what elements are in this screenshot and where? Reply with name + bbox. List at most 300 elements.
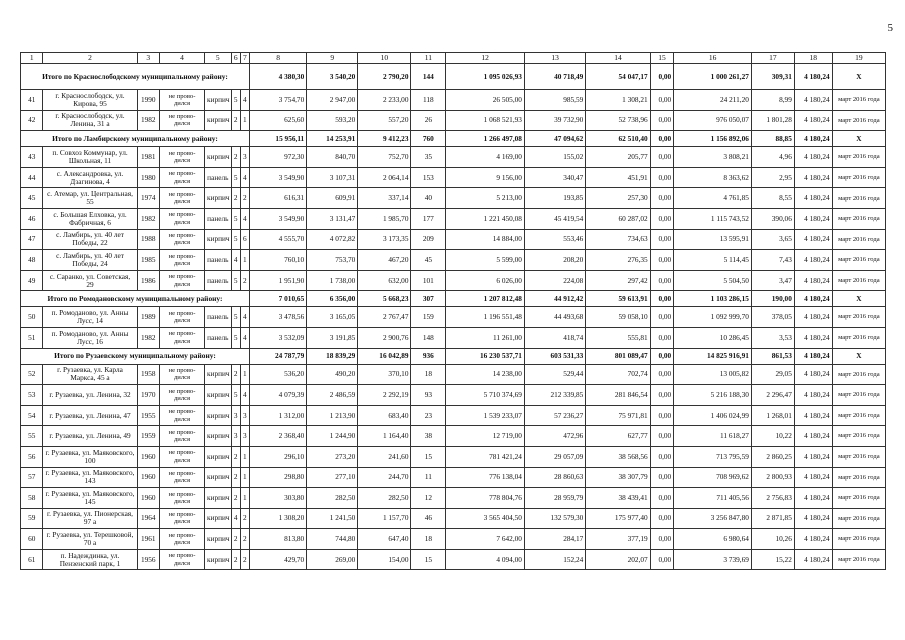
- total-cost: 3 565 404,50: [446, 508, 525, 529]
- total-cost: 14 884,00: [446, 229, 525, 250]
- district-total-value: 40 718,49: [524, 64, 585, 90]
- floors: 4: [231, 508, 240, 529]
- residential-area: 241,60: [358, 446, 411, 467]
- entrances: 2: [240, 270, 249, 291]
- total-area: 3 754,70: [249, 90, 306, 111]
- limit-cost: 4 180,24: [794, 229, 832, 250]
- local-share: 0,00: [650, 229, 674, 250]
- budget-share: 38 439,41: [586, 488, 650, 509]
- wall-material: панель: [205, 167, 232, 188]
- floors: 2: [231, 488, 240, 509]
- row-number: 47: [21, 229, 43, 250]
- fund-share: 212 339,85: [524, 385, 585, 406]
- budget-share: 205,77: [586, 147, 650, 168]
- entrances: 3: [240, 426, 249, 447]
- row-number: 48: [21, 250, 43, 271]
- living-area: 753,70: [307, 250, 358, 271]
- build-year: 1964: [137, 508, 159, 529]
- total-area: 4 079,39: [249, 385, 306, 406]
- district-total-value: 4 380,30: [249, 64, 306, 90]
- owner-share: 1 406 024,99: [674, 405, 752, 426]
- floors: 2: [231, 467, 240, 488]
- build-year: 1958: [137, 364, 159, 385]
- address: п. Ромоданово, ул. Анны Лусс, 16: [43, 327, 137, 348]
- deadline: март 2016 года: [832, 147, 885, 168]
- residents: 38: [411, 426, 446, 447]
- residential-area: 2 767,47: [358, 307, 411, 328]
- district-total-value: 24 787,79: [249, 348, 306, 364]
- wall-material: кирпич: [205, 529, 232, 550]
- build-year: 1990: [137, 90, 159, 111]
- district-total-value: 6 356,00: [307, 291, 358, 307]
- entrances: 2: [240, 549, 249, 570]
- local-share: 0,00: [650, 147, 674, 168]
- floors: 5: [231, 327, 240, 348]
- district-total-value: 3 540,20: [307, 64, 358, 90]
- floors: 5: [231, 270, 240, 291]
- owner-share: 976 050,07: [674, 110, 752, 131]
- entrances: 4: [240, 385, 249, 406]
- wall-material: кирпич: [205, 488, 232, 509]
- deadline: март 2016 года: [832, 110, 885, 131]
- owner-share: 3 808,21: [674, 147, 752, 168]
- cost-per-m2: 2 871,85: [751, 508, 794, 529]
- district-total-row: [21, 131, 886, 147]
- table-row: [21, 426, 886, 447]
- floors: 5: [231, 229, 240, 250]
- build-year: 1989: [137, 307, 159, 328]
- overhaul-status: не прово- дился: [160, 488, 205, 509]
- limit-cost: 4 180,24: [794, 147, 832, 168]
- residents: 11: [411, 467, 446, 488]
- district-total-value: 15 956,11: [249, 131, 306, 147]
- living-area: 273,20: [307, 446, 358, 467]
- floors: 5: [231, 208, 240, 229]
- total-area: 3 478,56: [249, 307, 306, 328]
- total-area: 1 312,00: [249, 405, 306, 426]
- total-cost: 26 505,00: [446, 90, 525, 111]
- floors: 5: [231, 385, 240, 406]
- local-share: 0,00: [650, 90, 674, 111]
- total-cost: 11 261,00: [446, 327, 525, 348]
- limit-cost: 4 180,24: [794, 446, 832, 467]
- limit-cost: 4 180,24: [794, 508, 832, 529]
- column-header: 7: [240, 53, 249, 64]
- district-total-value: 0,00: [650, 64, 674, 90]
- total-cost: 4 094,00: [446, 549, 525, 570]
- district-total-value: 144: [411, 64, 446, 90]
- fund-share: 28 860,63: [524, 467, 585, 488]
- entrances: 2: [240, 529, 249, 550]
- floors: 5: [231, 307, 240, 328]
- deadline: март 2016 года: [832, 385, 885, 406]
- residents: 46: [411, 508, 446, 529]
- floors: 2: [231, 446, 240, 467]
- total-cost: 1 068 521,93: [446, 110, 525, 131]
- overhaul-status: не прово- дился: [160, 188, 205, 209]
- wall-material: кирпич: [205, 188, 232, 209]
- address: г. Рузаевка, ул. Пионерская, 97 а: [43, 508, 137, 529]
- limit-cost: 4 180,24: [794, 167, 832, 188]
- deadline: март 2016 года: [832, 364, 885, 385]
- wall-material: кирпич: [205, 364, 232, 385]
- deadline: март 2016 года: [832, 467, 885, 488]
- district-total-value: 14 253,91: [307, 131, 358, 147]
- row-number: 55: [21, 426, 43, 447]
- address: г. Краснослободск, ул. Кирова, 95: [43, 90, 137, 111]
- entrances: 4: [240, 327, 249, 348]
- build-year: 1960: [137, 488, 159, 509]
- district-total-value: 44 912,42: [524, 291, 585, 307]
- district-total-label: Итого по Краснослободскому муниципальному району:: [21, 64, 250, 90]
- budget-share: 75 971,81: [586, 405, 650, 426]
- address: п. Совхоз Коммунар, ул. Школьная, 11: [43, 147, 137, 168]
- build-year: 1956: [137, 549, 159, 570]
- residential-area: 1 157,70: [358, 508, 411, 529]
- total-area: 4 555,70: [249, 229, 306, 250]
- wall-material: кирпич: [205, 467, 232, 488]
- local-share: 0,00: [650, 110, 674, 131]
- district-total-value: Х: [832, 348, 885, 364]
- entrances: 1: [240, 488, 249, 509]
- floors: 4: [231, 250, 240, 271]
- district-total-row: [21, 64, 886, 90]
- column-header: 4: [160, 53, 205, 64]
- limit-cost: 4 180,24: [794, 529, 832, 550]
- deadline: март 2016 года: [832, 208, 885, 229]
- living-area: 282,50: [307, 488, 358, 509]
- entrances: 1: [240, 110, 249, 131]
- local-share: 0,00: [650, 385, 674, 406]
- district-total-value: 1 156 892,06: [674, 131, 752, 147]
- district-total-value: 4 180,24: [794, 64, 832, 90]
- local-share: 0,00: [650, 508, 674, 529]
- deadline: март 2016 года: [832, 307, 885, 328]
- cost-per-m2: 15,22: [751, 549, 794, 570]
- district-total-value: 47 094,62: [524, 131, 585, 147]
- wall-material: панель: [205, 208, 232, 229]
- total-area: 3 549,90: [249, 167, 306, 188]
- address: г. Рузаевка, ул. Ленина, 32: [43, 385, 137, 406]
- budget-share: 377,19: [586, 529, 650, 550]
- build-year: 1959: [137, 426, 159, 447]
- budget-share: 38 568,56: [586, 446, 650, 467]
- local-share: 0,00: [650, 549, 674, 570]
- wall-material: кирпич: [205, 147, 232, 168]
- entrances: 3: [240, 405, 249, 426]
- overhaul-status: не прово- дился: [160, 467, 205, 488]
- entrances: 1: [240, 467, 249, 488]
- owner-share: 5 216 188,30: [674, 385, 752, 406]
- deadline: март 2016 года: [832, 508, 885, 529]
- residential-area: 2 064,14: [358, 167, 411, 188]
- row-number: 51: [21, 327, 43, 348]
- district-total-value: 54 047,17: [586, 64, 650, 90]
- district-total-value: 760: [411, 131, 446, 147]
- total-cost: 14 238,00: [446, 364, 525, 385]
- cost-per-m2: 10,22: [751, 426, 794, 447]
- district-total-value: 4 180,24: [794, 131, 832, 147]
- total-cost: 9 156,00: [446, 167, 525, 188]
- living-area: 1 738,00: [307, 270, 358, 291]
- owner-share: 711 405,56: [674, 488, 752, 509]
- table-row: [21, 90, 886, 111]
- column-header: 18: [794, 53, 832, 64]
- residents: 209: [411, 229, 446, 250]
- row-number: 50: [21, 307, 43, 328]
- table-row: [21, 385, 886, 406]
- total-area: 813,80: [249, 529, 306, 550]
- cost-per-m2: 390,06: [751, 208, 794, 229]
- fund-share: 29 057,09: [524, 446, 585, 467]
- total-cost: 5 213,00: [446, 188, 525, 209]
- table-row: [21, 188, 886, 209]
- entrances: 1: [240, 364, 249, 385]
- residents: 26: [411, 110, 446, 131]
- total-area: 625,60: [249, 110, 306, 131]
- fund-share: 472,96: [524, 426, 585, 447]
- budget-share: 702,74: [586, 364, 650, 385]
- row-number: 54: [21, 405, 43, 426]
- column-header: 15: [650, 53, 674, 64]
- district-total-value: 1 095 026,93: [446, 64, 525, 90]
- living-area: 277,10: [307, 467, 358, 488]
- build-year: 1988: [137, 229, 159, 250]
- limit-cost: 4 180,24: [794, 426, 832, 447]
- row-number: 43: [21, 147, 43, 168]
- owner-share: 24 211,20: [674, 90, 752, 111]
- column-header: 9: [307, 53, 358, 64]
- overhaul-status: не прово- дился: [160, 147, 205, 168]
- column-header: 11: [411, 53, 446, 64]
- row-number: 41: [21, 90, 43, 111]
- fund-share: 208,20: [524, 250, 585, 271]
- owner-share: 13 005,82: [674, 364, 752, 385]
- limit-cost: 4 180,24: [794, 307, 832, 328]
- table-row: [21, 147, 886, 168]
- table-row: [21, 508, 886, 529]
- build-year: 1970: [137, 385, 159, 406]
- column-header: 6: [231, 53, 240, 64]
- owner-share: 3 256 847,80: [674, 508, 752, 529]
- budget-share: 175 977,40: [586, 508, 650, 529]
- wall-material: панель: [205, 250, 232, 271]
- overhaul-status: не прово- дился: [160, 529, 205, 550]
- build-year: 1980: [137, 167, 159, 188]
- column-header: 3: [137, 53, 159, 64]
- residential-area: 2 900,76: [358, 327, 411, 348]
- page-number: 5: [887, 22, 893, 34]
- cost-per-m2: 3,65: [751, 229, 794, 250]
- floors: 2: [231, 549, 240, 570]
- residential-area: 3 173,35: [358, 229, 411, 250]
- district-total-value: 88,85: [751, 131, 794, 147]
- wall-material: кирпич: [205, 229, 232, 250]
- overhaul-status: не прово- дился: [160, 508, 205, 529]
- build-year: 1955: [137, 405, 159, 426]
- fund-share: 39 732,90: [524, 110, 585, 131]
- residential-area: 337,14: [358, 188, 411, 209]
- living-area: 269,00: [307, 549, 358, 570]
- budget-share: 59 058,10: [586, 307, 650, 328]
- living-area: 4 072,82: [307, 229, 358, 250]
- row-number: 57: [21, 467, 43, 488]
- budget-share: 202,07: [586, 549, 650, 570]
- district-total-value: 0,00: [650, 348, 674, 364]
- overhaul-status: не прово- дился: [160, 385, 205, 406]
- residential-area: 154,00: [358, 549, 411, 570]
- limit-cost: 4 180,24: [794, 188, 832, 209]
- table-row: [21, 307, 886, 328]
- row-number: 59: [21, 508, 43, 529]
- residential-area: 282,50: [358, 488, 411, 509]
- district-total-value: 936: [411, 348, 446, 364]
- address: п. Ромоданово, ул. Анны Лусс, 14: [43, 307, 137, 328]
- address: с. Большая Елховка, ул. Фабричная, 6: [43, 208, 137, 229]
- owner-share: 8 363,62: [674, 167, 752, 188]
- column-number-row: [21, 53, 886, 64]
- limit-cost: 4 180,24: [794, 327, 832, 348]
- district-total-value: Х: [832, 131, 885, 147]
- living-area: 3 107,31: [307, 167, 358, 188]
- total-area: 2 368,40: [249, 426, 306, 447]
- address: г. Краснослободск, ул. Ленина, 31 а: [43, 110, 137, 131]
- residents: 12: [411, 488, 446, 509]
- deadline: март 2016 года: [832, 90, 885, 111]
- row-number: 49: [21, 270, 43, 291]
- floors: 5: [231, 90, 240, 111]
- floors: 2: [231, 147, 240, 168]
- column-header: 12: [446, 53, 525, 64]
- floors: 5: [231, 167, 240, 188]
- address: г. Рузаевка, ул. Ленина, 47: [43, 405, 137, 426]
- budget-share: 451,91: [586, 167, 650, 188]
- table-row: [21, 467, 886, 488]
- district-total-value: 307: [411, 291, 446, 307]
- deadline: март 2016 года: [832, 488, 885, 509]
- residential-area: 370,10: [358, 364, 411, 385]
- wall-material: кирпич: [205, 405, 232, 426]
- owner-share: 713 795,59: [674, 446, 752, 467]
- local-share: 0,00: [650, 446, 674, 467]
- residents: 159: [411, 307, 446, 328]
- owner-share: 4 761,85: [674, 188, 752, 209]
- district-total-value: 2 790,20: [358, 64, 411, 90]
- floors: 3: [231, 426, 240, 447]
- residential-area: 2 292,19: [358, 385, 411, 406]
- overhaul-status: не прово- дился: [160, 364, 205, 385]
- row-number: 53: [21, 385, 43, 406]
- residents: 40: [411, 188, 446, 209]
- overhaul-status: не прово- дился: [160, 110, 205, 131]
- total-area: 616,31: [249, 188, 306, 209]
- column-header: 5: [205, 53, 232, 64]
- column-header: 19: [832, 53, 885, 64]
- total-cost: 1 539 233,07: [446, 405, 525, 426]
- local-share: 0,00: [650, 488, 674, 509]
- column-header: 14: [586, 53, 650, 64]
- district-total-value: 18 839,29: [307, 348, 358, 364]
- residential-area: 244,70: [358, 467, 411, 488]
- entrances: 2: [240, 508, 249, 529]
- district-total-value: Х: [832, 64, 885, 90]
- budget-share: 627,77: [586, 426, 650, 447]
- total-area: 1 951,90: [249, 270, 306, 291]
- total-cost: 6 026,00: [446, 270, 525, 291]
- deadline: март 2016 года: [832, 405, 885, 426]
- living-area: 1 241,50: [307, 508, 358, 529]
- address: с. Саранко, ул. Советская, 29: [43, 270, 137, 291]
- overhaul-status: не прово- дился: [160, 426, 205, 447]
- build-year: 1960: [137, 446, 159, 467]
- table-row: [21, 364, 886, 385]
- limit-cost: 4 180,24: [794, 364, 832, 385]
- column-header: 8: [249, 53, 306, 64]
- limit-cost: 4 180,24: [794, 270, 832, 291]
- column-header: 2: [43, 53, 137, 64]
- build-year: 1961: [137, 529, 159, 550]
- build-year: 1960: [137, 467, 159, 488]
- deadline: март 2016 года: [832, 188, 885, 209]
- fund-share: 193,85: [524, 188, 585, 209]
- district-total-value: 190,00: [751, 291, 794, 307]
- limit-cost: 4 180,24: [794, 208, 832, 229]
- local-share: 0,00: [650, 307, 674, 328]
- entrances: 6: [240, 229, 249, 250]
- build-year: 1982: [137, 208, 159, 229]
- build-year: 1981: [137, 147, 159, 168]
- residents: 118: [411, 90, 446, 111]
- local-share: 0,00: [650, 426, 674, 447]
- cost-per-m2: 8,55: [751, 188, 794, 209]
- district-total-row: [21, 348, 886, 364]
- row-number: 44: [21, 167, 43, 188]
- floors: 2: [231, 529, 240, 550]
- living-area: 3 165,05: [307, 307, 358, 328]
- cost-per-m2: 2,95: [751, 167, 794, 188]
- row-number: 45: [21, 188, 43, 209]
- table-row: [21, 549, 886, 570]
- living-area: 744,80: [307, 529, 358, 550]
- district-total-value: 1 000 261,27: [674, 64, 752, 90]
- table-row: [21, 327, 886, 348]
- wall-material: кирпич: [205, 549, 232, 570]
- deadline: март 2016 года: [832, 167, 885, 188]
- fund-share: 152,24: [524, 549, 585, 570]
- district-total-row: [21, 291, 886, 307]
- address: с. Ламбирь, ул. 40 лет Победы, 24: [43, 250, 137, 271]
- wall-material: панель: [205, 307, 232, 328]
- floors: 2: [231, 364, 240, 385]
- entrances: 4: [240, 167, 249, 188]
- overhaul-status: не прово- дился: [160, 90, 205, 111]
- deadline: март 2016 года: [832, 250, 885, 271]
- district-total-label: Итого по Ламбирскому муниципальному району:: [21, 131, 250, 147]
- overhaul-status: не прово- дился: [160, 250, 205, 271]
- residents: 18: [411, 529, 446, 550]
- total-cost: 12 719,00: [446, 426, 525, 447]
- district-total-value: 801 089,47: [586, 348, 650, 364]
- limit-cost: 4 180,24: [794, 549, 832, 570]
- fund-share: 340,47: [524, 167, 585, 188]
- residential-area: 557,20: [358, 110, 411, 131]
- owner-share: 11 618,27: [674, 426, 752, 447]
- district-total-value: 62 510,40: [586, 131, 650, 147]
- fund-share: 553,46: [524, 229, 585, 250]
- residents: 15: [411, 446, 446, 467]
- entrances: 3: [240, 147, 249, 168]
- district-total-value: 1 207 812,48: [446, 291, 525, 307]
